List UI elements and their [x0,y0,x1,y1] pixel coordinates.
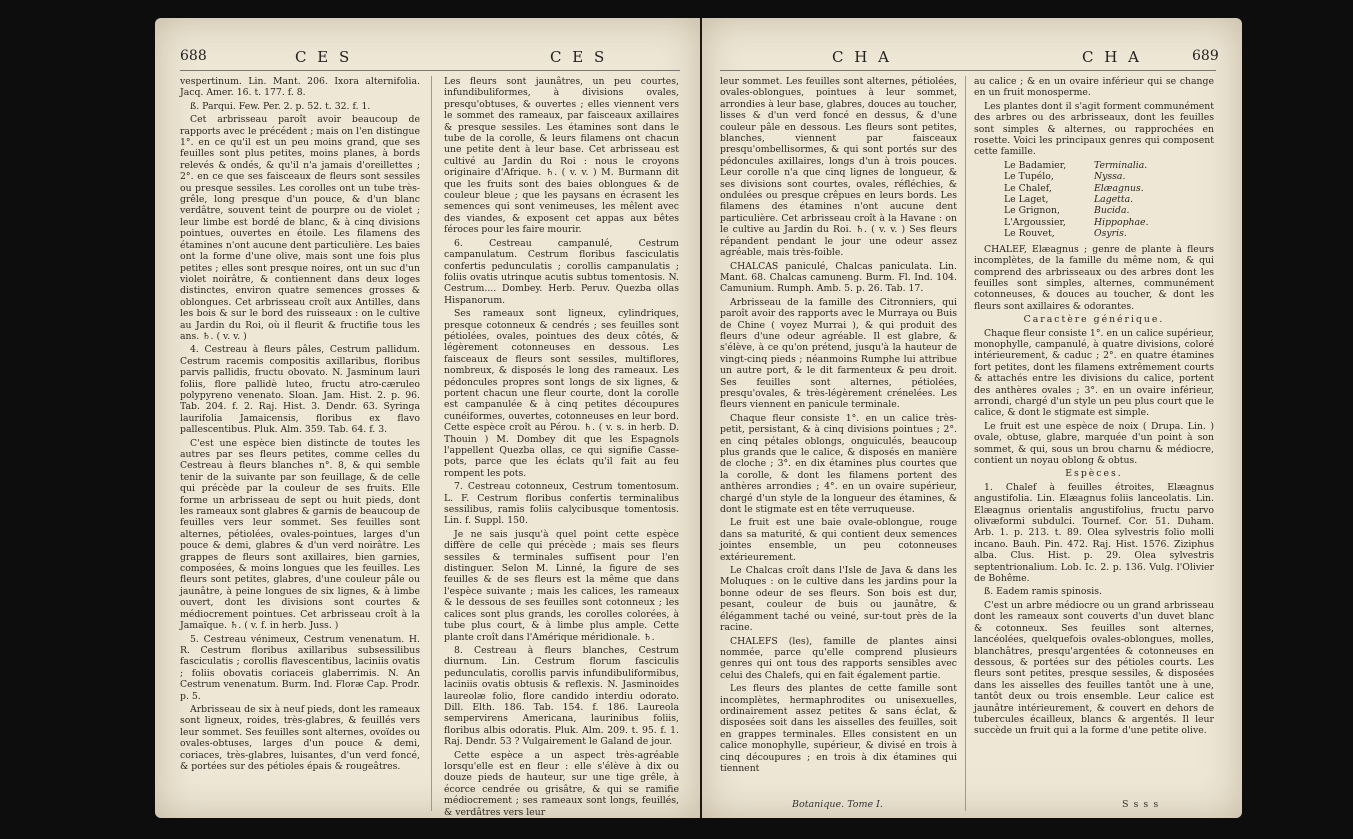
genera-row: Le Laget, Lagetta. [1004,194,1134,206]
genera-row: Le Grignon, Bucida. [1004,205,1130,217]
paragraph: au calice ; & en un ovaire inférieur qui se change en un fruit monosperme. [974,76,1214,99]
paragraph: ß. Parqui. Few. Per. 2. p. 52. t. 32. f. 1. [190,100,371,112]
paragraph: Les fleurs sont jaunâtres, un peu courtes, infundibuliformes, à divisions ovales, presqu'obtuses, & ouvertes ; elles viennent vers le sommet des rameaux, par faisceaux axillaires & presque sessiles. Les étamines sont dans le tube de la corolle, & leurs filamens ont chacun une petite dent à leur base. Cet arbrisseau est cultivé au Jardin du Roi : nous le croyons originaire d'Afrique. ♄. ( v. v. ) M. Burmann dit que les fruits sont des baies oblongues & de couleur bleue ; que les paysans en écrasent les semences qui sont venimeuses, les mêlent avec des viandes, & exposent cet appas aux bêtes féroces pour les faire mourir. [444,76,679,236]
volume-footer: Botanique. Tome I. [792,799,883,810]
running-header: C H A [832,48,892,66]
paragraph: CHALEFS (les), famille de plantes ainsi nommée, parce qu'elle comprend plusieurs genres qui ont tous des rapports sensibles avec celui des Chalefs, qui en fait également partie. [720,635,957,681]
paragraph: 5. Cestreau vénimeux, Cestrum venenatum. H. R. Cestrum floribus axillaribus subsessilibus fasciculatis ; corollis flavescentibus, laciniis ovatis ; foliis obovatis coriaceis glaberrimis. N. An Cestrum venenatum. Burm. Ind. Floræ Cap. Prodr. p. 5. [180,633,420,702]
signature-mark: S s s s [1122,799,1160,810]
paragraph: 6. Cestreau campanulé, Cestrum campanulatum. Cestrum floribus fasciculatis confertis pedunculatis ; corollis campanulatis ; foliis ovatis utrinque acutis subtus tomentosis. N. Cestrum.... Dombey. Herb. Peruv. Quezba ollas Hispanorum. [444,237,679,306]
paragraph: leur sommet. Les feuilles sont alternes, pétiolées, ovales-oblongues, pointues à leur sommet, arrondies à leur base, glabres, douces au toucher, lisses & d'un verd foncé en dessus, & d'une couleur pâle en dessous. Les fleurs sont petites, blanches, viennent par faisceaux presqu'ombellisormes, & qui sont portés sur des pédoncules axillaires, longs d'un à trois pouces. Leur corolle n'a que cinq lignes de longueur, & ses divisions sont courtes, ovales, réfléchies, & ondulées ou presque crêpues en leurs bords. Les filamens des étamines n'ont aucune dent particulière. Cet arbrisseau croît à la Havane : on le cultive au Jardin du Roi. ♄. ( v. v. ) Ses fleurs répandent pendant le jour une odeur assez agréable, mais très-foible. [720,76,957,259]
page-number: 689 [1192,48,1219,64]
text-column-2 [444,76,679,818]
paragraph: Arbrisseau de la famille des Citronniers, qui paroît avoir des rapports avec le Murraya ou Buis de Chine ( voyez Murrai ), & qui produit des fleurs d'une odeur agréable. Il est glabre, & s'élève, à ce qu'on prétend, jusqu'à la hauteur de vingt-cinq pieds ; néanmoins Rumphe lui attribue un autre port, & le dit farmenteux & peu droit. Ses feuilles sont alternes, pétiolées, presqu'ovales, & très-légèrement crénelées. Les fleurs viennent en panicule terminale. [720,296,957,411]
text-column-2 [974,76,1214,739]
paragraph: 1. Chalef à feuilles étroites, Elæagnus angustifolia. Lin. Elæagnus foliis lanceolatis. Lin. Elæagnus orientalis angustifolius, fructu parvo olivæformi subdulci. Tournef. Cor. 51. Duham. Arb. 1. p. 213. t. 89. Olea sylvestris folio molli incano. Bauh. Pin. 472. Raj. Hist. 1576. Ziziphus alba. Clus. Hist. p. 29. Olea sylvestris septentrionalium. Lob. Ic. 2. p. 136. Vulg. l'Olivier de Bohême. [974,481,1214,585]
paragraph: CHALCAS paniculé, Chalcas paniculata. Lin. Mant. 68. Chalcas camuneng. Burm. Fl. Ind. 104. Camunium. Rumph. Amb. 5. p. 26. Tab. 17. [720,260,957,295]
paragraph: Chaque fleur consiste 1°. en un calice très-petit, persistant, & à cinq divisions pointues ; 2°. en cinq pétales oblongs, onguiculés, beaucoup plus grands que le calice, & disposés en manière de cloche ; 3°. en dix étamines plus courtes que la corolle, & dont les filamens portent des anthères arrondies ; 4°. en un ovaire supérieur, chargé d'un style de la longueur des étamines, & dont le stigmate est en tête verruqueuse. [720,412,957,516]
section-heading: Espèces. [1065,468,1123,480]
running-header: C E S [295,48,353,66]
paragraph: Cette espèce a un aspect très-agréable lorsqu'elle est en fleur : elle s'élève à dix ou douze pieds de hauteur, sur une tige grêle, à écorce cendrée ou grisâtre, & qui se ramifie médiocrement ; ses rameaux sont longs, feuillés, & verdâtres vers leur [444,749,679,818]
genera-row: Le Tupélo, Nyssa. [1004,171,1126,183]
paragraph: 7. Cestreau cotonneux, Cestrum tomentosum. L. F. Cestrum floribus confertis terminalibus sessilibus, ramis foliis calycibusque tomentosis. Lin. f. Suppl. 150. [444,481,679,527]
paragraph: Les fleurs des plantes de cette famille sont incomplètes, hermaphrodites ou unisexuelles, ordinairement assez petites & sans éclat, & disposées soit dans les aisselles des feuilles, soit en grappes terminales. Elles consistent en un calice monophylle, supérieur, & divisé en trois à cinq découpures ; en trois à dix étamines qui tiennent [720,683,957,774]
genera-row: Le Chalef, Elæagnus. [1004,182,1144,194]
paragraph: Ses rameaux sont ligneux, cylindriques, presque cotonneux & cendrés ; ses feuilles sont pétiolées, ovales, pointues des deux côtés, & légèrement cotonneuses en dessous. Les faisceaux de fleurs sont sessiles, multiflores, nombreux, & disposés le long des rameaux. Les pédoncules propres sont longs de six lignes, & portent chacun une fleur courte, dont la corolle est campanulée & à cinq petites découpures cunéiformes, ouvertes, cotonneuses en leur bord. Cette espèce croît au Pérou. ♄. ( v. s. in herb. D. Thouin ) M. Dombey dit que les Espagnols l'appellent Quezba ollas, ce qui signifie Casse-pots, parce que les éclats qu'il fait au feu rompent les pots. [444,308,679,479]
header-rule [180,70,680,71]
text-column-1 [720,76,957,776]
paragraph: Chaque fleur consiste 1°. en un calice supérieur, monophylle, campanulé, à quatre divisions, coloré intérieurement, & caduc ; 2°. en quatre étamines fort petites, dont les filamens extrêmement courts & attachés entre les divisions du calice, portent des anthères ovales ; 3°. en un ovaire inférieur, arrondi, chargé d'un style un peu plus court que le calice, & dont le stigmate est simple. [974,327,1214,419]
header-rule [720,70,1216,71]
genera-row: Le Rouvet, Osyris. [1004,228,1127,240]
paragraph: C'est un arbre médiocre ou un grand arbrisseau dont les rameaux sont couverts d'un duvet blanc & cotonneux. Ses feuilles sont alternes, lancéolées, quelquefois ovales-oblongues, molles, blanchâtres, presqu'argentées & cotonneuses en dessous, & portées sur des pétioles courts. Les fleurs sont petites, presque sessiles, & disposées dans les aisselles des feuilles tantôt une à une, tantôt deux ou trois ensemble. Leur calice est jaunâtre intérieurement, & couvert en dehors de tubercules écailleux, blancs & argentés. Il leur succède un fruit qui a la forme d'une petite olive. [974,599,1214,737]
running-header: C H A [1082,48,1142,66]
right-page [702,18,1242,818]
paragraph: Le fruit est une espèce de noix ( Drupa. Lin. ) ovale, obtuse, glabre, marquée d'un point à son sommet, & qui, sous un brou charnu & médiocre, contient un noyau oblong & obtus. [974,420,1214,466]
paragraph: C'est une espèce bien distincte de toutes les autres par ses fleurs petites, comme celles du Cestreau à fleurs blanches n°. 8, & qui semble tenir de la suivante par son feuillage, & de celle qui précède par la couleur de ses fruits. Elle forme un arbrisseau de sept ou huit pieds, dont les rameaux sont glabres & garnis de beaucoup de feuilles vers leur sommet. Ses feuilles sont alternes, pétiolées, ovales-pointues, larges d'un pouce & demi, glabres & d'un verd noirâtre. Les grappes de fleurs sont axillaires, bien garnies, composées, & moins longues que les feuilles. Les fleurs sont petites, glabres, d'une couleur pâle ou jaunâtre, à peine longues de six lignes, & à limbe ouvert, dont les divisions sont courtes & médiocrement pointues. Cet arbrisseau croît à la Jamaïque. ♄. ( v. f. in herb. Juss. ) [180,437,420,632]
paragraph: Je ne sais jusqu'à quel point cette espèce diffère de celle qui précède ; mais ses fleurs sessiles & terminales suffisent pour l'en distinguer. Selon M. Linné, la figure de ses feuilles & de ses fleurs est la même que dans l'espèce suivante ; mais les calices, les rameaux & le dessous de ses feuilles sont cotonneux ; les calices sont plus grands, les corolles colorées, à tube plus court, & à limbe plus ample. Cette plante croît dans l'Amérique méridionale. ♄. [444,528,679,643]
paragraph: Arbrisseau de six à neuf pieds, dont les rameaux sont ligneux, roides, très-glabres, & feuillés vers leur sommet. Ses feuilles sont alternes, ovoïdes ou ovales-obtuses, larges d'un pouce & demi, coriaces, très-glabres, luisantes, d'un verd foncé, & portées sur des pétioles épais & rougeâtres. [180,703,420,772]
paragraph: Le fruit est une baie ovale-oblongue, rouge dans sa maturité, & qui contient deux semences jointes ensemble, un peu cotonneuses extérieurement. [720,517,957,563]
page-number: 688 [180,48,207,64]
column-rule [431,76,432,811]
column-rule [965,76,966,811]
paragraph: Le Chalcas croît dans l'Isle de Java & dans les Moluques : on le cultive dans les jardins pour la bonne odeur de ses fleurs. Son bois est dur, pesant, couleur de buis ou jaunâtre, & élégamment taché ou veiné, sur-tout près de la racine. [720,565,957,634]
genera-list [1004,160,1214,240]
left-page [155,18,700,818]
section-heading: Caractère générique. [1023,314,1165,326]
running-header: C E S [550,48,608,66]
paragraph: Les plantes dont il s'agit forment communément des arbres ou des arbrisseaux, dont les feuilles sont simples & alternes, ou rapprochées en rosette. Voici les principaux genres qui composent cette famille. [974,100,1214,158]
text-column-1 [180,76,420,774]
paragraph: ß. Eadem ramis spinosis. [984,586,1102,598]
paragraph: CHALEF, Elæagnus ; genre de plante à fleurs incomplètes, de la famille du même nom, & qui comprend des arbrisseaux ou des arbres dont les feuilles sont simples, alternes, communément cotonneuses, & douces au toucher, & dont les fleurs sont axillaires & odorantes. [974,243,1214,312]
paragraph: vespertinum. Lin. Mant. 206. Ixora alternifolia. Jacq. Amer. 16. t. 177. f. 8. [180,76,420,99]
genera-row: Le Badamier, Terminalia. [1004,159,1148,171]
paragraph: 4. Cestreau à fleurs pâles, Cestrum pallidum. Cestrum racemis compositis axillaribus, floribus parvis pallidis, fructu obovato. N. Jasminum lauri foliis, flore pallidè luteo, fructu atro-cæruleo polypyreno venenato. Sloan. Jam. Hist. 2. p. 96. Tab. 204. f. 2. Raj. Hist. 3. Dendr. 63. Syringa laurifolia Jamaicensis, floribus ex flavo pallescentibus. Pluk. Alm. 359. Tab. 64. f. 3. [180,344,420,436]
genera-row: L'Argoussier, Hippophae. [1004,216,1149,228]
paragraph: Cet arbrisseau paroît avoir beaucoup de rapports avec le précédent ; mais on l'en distingue 1°. en ce qu'il est un peu moins grand, que ses feuilles sont plus petites, moins planes, à bords relevés & ondés, & qu'il n'a jamais d'oreillettes ; 2°. en ce que ses faisceaux de fleurs sont sessiles ou presque sessiles. Les corolles ont un tube très-grêle, long presque d'un pouce, & d'un blanc verdâtre, souvent teint de pourpre ou de violet ; leur limbe est bordé de blanc, & à cinq divisions pointues, ouvertes en étoile. Les filamens des étamines n'ont aucune dent particulière. Les baies ont la forme d'une olive, mais sont une fois plus petites ; elles sont presque noires, ont un suc d'un violet noirâtre, & contiennent dans deux loges distinctes, environ quatre semences grosses & oblongues. Cet arbrisseau croît aux Antilles, dans les bois & sur le bord des ruisseaux : on le cultive au Jardin du Roi, où il fleurit & fructifie tous les ans. ♄. ( v. v. ) [180,114,420,342]
paragraph: 8. Cestreau à fleurs blanches, Cestrum diurnum. Lin. Cestrum florum fasciculis pedunculatis, corollis parvis infundibuliformibus, laciniis ovatis obtusis & reflexis. N. Jasminoides laureolæ folio, flore candido interdiu odorato. Dill. Elth. 186. Tab. 154. f. 186. Laureola sempervirens Americana, laurinibus foliis, floribus albis odoratis. Pluk. Alm. 209. t. 95. f. 1. Raj. Dendr. 53 ? Vulgairement le Galand de jour. [444,644,679,748]
